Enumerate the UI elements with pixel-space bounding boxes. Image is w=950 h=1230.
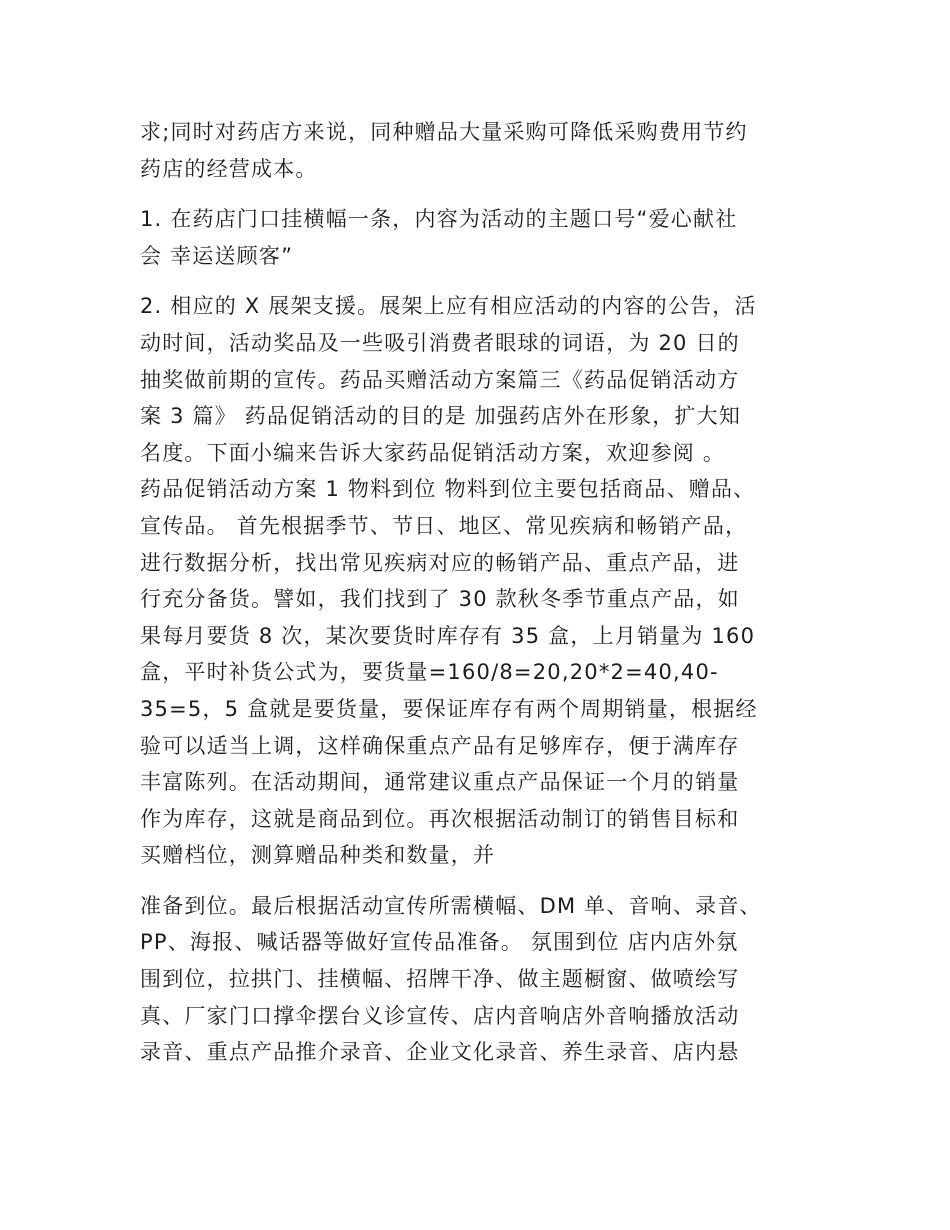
paragraph-item-1-banner: 1. 在药店门口挂横幅一条，内容为活动的主题口号“爱心献社 会 幸运送顾客”: [140, 207, 738, 268]
paragraph-intro-continuation: 求;同时对药店方来说，同种赠品大量采购可降低采购费用节约 药店的经营成本。: [140, 120, 748, 181]
paragraph-item-2-display-stand: 2. 相应的 X 展架支援。展架上应有相应活动的内容的公告，活 动时间，活动奖品及一些吸引消费者眼球的词语，为 20 日的 抽奖做前期的宣传。药品买赠活动方案篇三《药品促销活动方 案 3 篇》 药品促销活动的目的是 加强药店外在形象，扩大知 名度。下面小编来告诉大家药品促销活动方案，欢迎参阅 。 药品促销活动方案 1 物料到位 物料到位主要包括商品、赠品、 宣传品。 首先根据季节、节日、地区、常见疾病和畅销产品， 进行数据分析，找出常见疾病对应的畅销产品、重点产品，进 行充分备货。譬如，我们找到了 30 款秋冬季节重点产品，如 果每月要货 8 次，某次要货时库存有 35 盒，上月销量为 160 盒，平时补货公式为，要货量=160/8=20,20*2=40,40- 35=5，5 盒就是要货量，要保证库存有两个周期销量，根据经 验可以适当上调，这样确保重点产品有足够库存，便于满库存 丰富陈列。在活动期间，通常建议重点产品保证一个月的销量 作为库存，这就是商品到位。再次根据活动制订的销售目标和 买赠档位，测算赠品种类和数量，并: [140, 294, 758, 868]
paragraph-preparation: 准备到位。最后根据活动宣传所需横幅、DM 单、音响、录音、 PP、海报、喊话器等做好宣传品准备。 氛围到位 店内店外氛 围到位，拉拱门、挂横幅、招牌干净、做主题橱窗、做喷绘写 真、厂家门口撑伞摆台义诊宣传、店内音响店外音响播放活动 录音、重点产品推介录音、企业文化录音、养生录音、店内悬: [140, 893, 762, 1065]
document-body: [140, 114, 812, 1071]
